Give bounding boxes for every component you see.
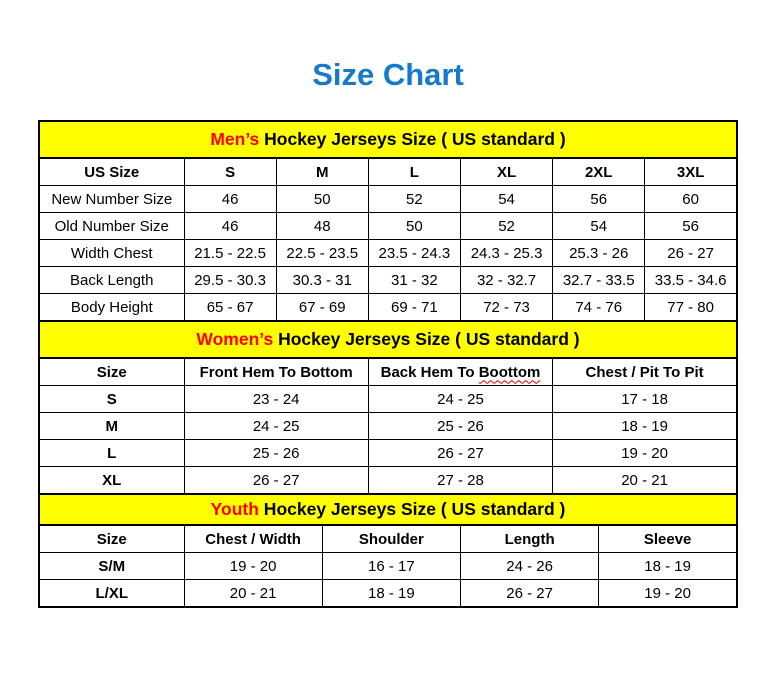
- cell-value: 18 - 19: [322, 580, 460, 608]
- cell-value: 18 - 19: [599, 553, 737, 580]
- row-label: Body Height: [39, 294, 184, 322]
- cell-value: 19 - 20: [599, 580, 737, 608]
- cell-value: 26 - 27: [184, 467, 368, 495]
- row-label: New Number Size: [39, 186, 184, 213]
- row-label: Width Chest: [39, 240, 184, 267]
- cell-value: 29.5 - 30.3: [184, 267, 276, 294]
- youth-section-banner: [38, 493, 738, 526]
- row-label: Old Number Size: [39, 213, 184, 240]
- cell-value: 30.3 - 31: [276, 267, 368, 294]
- womens-section-banner: [38, 320, 738, 359]
- mens-size-table: [38, 157, 738, 322]
- womens-section: [38, 320, 738, 495]
- column-header: Chest / Width: [184, 525, 322, 553]
- row-label: L/XL: [39, 580, 184, 608]
- cell-value: 23 - 24: [184, 386, 368, 413]
- column-header: Size: [39, 358, 184, 386]
- cell-value: 67 - 69: [276, 294, 368, 322]
- youth-banner-text: Hockey Jerseys Size ( US standard ): [258, 499, 566, 519]
- cell-value: 25 - 26: [184, 440, 368, 467]
- misspelled-word: Boottom: [478, 363, 541, 381]
- mens-section-banner: [38, 120, 738, 159]
- column-header: Size: [39, 525, 184, 553]
- cell-value: 26 - 27: [461, 580, 599, 608]
- cell-value: 27 - 28: [368, 467, 552, 495]
- table-row: [39, 553, 737, 580]
- cell-value: 32 - 32.7: [460, 267, 552, 294]
- cell-value: 21.5 - 22.5: [184, 240, 276, 267]
- cell-value: 52: [368, 186, 460, 213]
- row-label: XL: [39, 467, 184, 495]
- table-row: [39, 267, 737, 294]
- cell-value: 24.3 - 25.3: [460, 240, 552, 267]
- mens-banner-highlight: Men’s: [210, 129, 260, 149]
- cell-value: 48: [276, 213, 368, 240]
- cell-value: 46: [184, 213, 276, 240]
- womens-size-table: [38, 357, 738, 495]
- column-header: Front Hem To Bottom: [184, 358, 368, 386]
- cell-value: 54: [553, 213, 645, 240]
- mens-section: [38, 120, 738, 322]
- cell-value: 33.5 - 34.6: [645, 267, 737, 294]
- cell-value: 72 - 73: [460, 294, 552, 322]
- cell-value: 46: [184, 186, 276, 213]
- table-row: [39, 580, 737, 608]
- cell-value: 77 - 80: [645, 294, 737, 322]
- youth-size-table: [38, 524, 738, 608]
- mens-banner-text: Hockey Jerseys Size ( US standard ): [259, 129, 566, 149]
- row-label: S/M: [39, 553, 184, 580]
- cell-value: 24 - 25: [368, 386, 552, 413]
- cell-value: 65 - 67: [184, 294, 276, 322]
- cell-value: 23.5 - 24.3: [368, 240, 460, 267]
- cell-value: 22.5 - 23.5: [276, 240, 368, 267]
- column-header: 2XL: [553, 158, 645, 186]
- row-label: Back Length: [39, 267, 184, 294]
- cell-value: 24 - 26: [461, 553, 599, 580]
- cell-value: 69 - 71: [368, 294, 460, 322]
- column-header: US Size: [39, 158, 184, 186]
- table-row: [39, 213, 737, 240]
- cell-value: 24 - 25: [184, 413, 368, 440]
- cell-value: 56: [645, 213, 737, 240]
- cell-value: 19 - 20: [553, 440, 737, 467]
- table-row: [39, 413, 737, 440]
- table-row: [39, 386, 737, 413]
- row-label: M: [39, 413, 184, 440]
- column-header: Length: [461, 525, 599, 553]
- cell-value: 25.3 - 26: [553, 240, 645, 267]
- womens-header-row: [39, 358, 737, 386]
- cell-value: 17 - 18: [553, 386, 737, 413]
- cell-value: 60: [645, 186, 737, 213]
- table-row: [39, 186, 737, 213]
- cell-value: 20 - 21: [184, 580, 322, 608]
- column-header: L: [368, 158, 460, 186]
- cell-value: 32.7 - 33.5: [553, 267, 645, 294]
- cell-value: 52: [460, 213, 552, 240]
- cell-value: 20 - 21: [553, 467, 737, 495]
- cell-value: 50: [276, 186, 368, 213]
- womens-banner-highlight: Women’s: [196, 329, 274, 349]
- column-header: Shoulder: [322, 525, 460, 553]
- cell-value: 56: [553, 186, 645, 213]
- page-title: Size Chart: [312, 57, 464, 92]
- column-header: Sleeve: [599, 525, 737, 553]
- youth-banner-highlight: Youth: [210, 499, 259, 519]
- column-header: M: [276, 158, 368, 186]
- column-header-text: Back Hem To: [380, 363, 479, 381]
- column-header: Chest / Pit To Pit: [553, 358, 737, 386]
- youth-header-row: [39, 525, 737, 553]
- cell-value: 74 - 76: [553, 294, 645, 322]
- cell-value: 26 - 27: [645, 240, 737, 267]
- column-header: S: [184, 158, 276, 186]
- row-label: S: [39, 386, 184, 413]
- cell-value: 54: [460, 186, 552, 213]
- cell-value: 18 - 19: [553, 413, 737, 440]
- column-header-misspelled: [368, 358, 552, 386]
- size-chart-page: [38, 56, 738, 608]
- table-row: [39, 440, 737, 467]
- cell-value: 26 - 27: [368, 440, 552, 467]
- table-row: [39, 467, 737, 495]
- table-row: [39, 240, 737, 267]
- cell-value: 25 - 26: [368, 413, 552, 440]
- row-label: L: [39, 440, 184, 467]
- cell-value: 19 - 20: [184, 553, 322, 580]
- mens-header-row: [39, 158, 737, 186]
- cell-value: 16 - 17: [322, 553, 460, 580]
- size-chart-tables: [38, 120, 738, 608]
- column-header: XL: [460, 158, 552, 186]
- cell-value: 31 - 32: [368, 267, 460, 294]
- youth-section: [38, 493, 738, 608]
- cell-value: 50: [368, 213, 460, 240]
- womens-banner-text: Hockey Jerseys Size ( US standard ): [273, 329, 580, 349]
- column-header: 3XL: [645, 158, 737, 186]
- table-row: [39, 294, 737, 322]
